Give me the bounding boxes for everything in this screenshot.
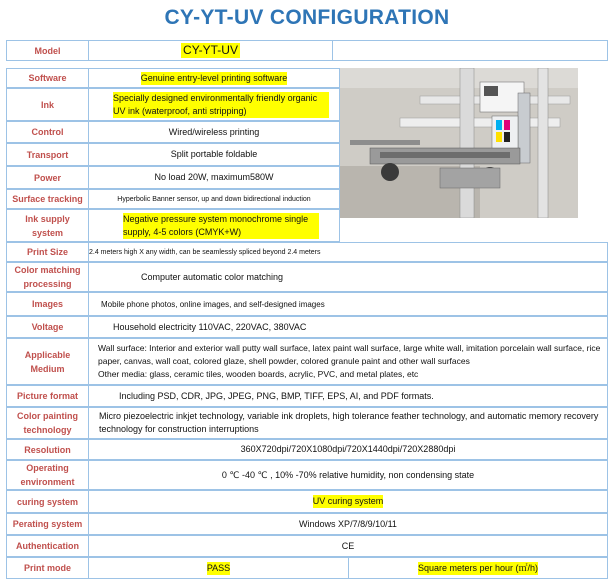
row-label: Resolution (7, 440, 89, 459)
row-value: Split portable foldable (170, 149, 258, 159)
spec-row-voltage (6, 316, 608, 338)
spec-row-print-mode (6, 557, 608, 579)
row-value: Household electricity 110VAC, 220VAC, 380VAC (113, 321, 307, 332)
row-label: Ink (7, 89, 89, 120)
row-value: Hyperbolic Banner sensor, up and down bidirectional induction (117, 195, 311, 203)
row-label: Power (7, 167, 89, 188)
row-label: Transport (7, 144, 89, 165)
spec-row-print-size (6, 242, 608, 262)
model-value: CY-YT-UV (183, 43, 238, 57)
spec-row-control (6, 121, 340, 143)
model-empty-cell (333, 41, 607, 60)
row-value: Wired/wireless printing (168, 126, 260, 137)
row-value: Genuine entry-level printing software (140, 72, 288, 83)
row-value: Computer automatic color matching (141, 271, 284, 282)
row-label: Model (7, 41, 89, 60)
spec-row-images (6, 292, 608, 316)
spec-row-surface-tracking (6, 189, 340, 209)
spec-row-software (6, 68, 340, 88)
row-label: Operating environment (7, 461, 89, 489)
row-value: CE (341, 540, 355, 551)
row-label: curing system (7, 491, 89, 512)
row-value-cell (89, 558, 349, 578)
row-value-cell (89, 339, 607, 384)
row-value-cell (89, 491, 607, 512)
row-label: Picture format (7, 386, 89, 406)
row-value: 360X720dpi/720X1080dpi/720X1440dpi/720X2880dpi (240, 444, 456, 454)
spec-row-color-painting (6, 407, 608, 439)
row-label: Perating system (7, 514, 89, 534)
row-value: Micro piezoelectric inkjet technology, variable ink droplets, high tolerance feather technology, and automatic memory recovery technology for construction interruptions (99, 411, 599, 434)
row-value: Negative pressure system monochrome single supply, 4-5 colors (CMYK+W) (123, 213, 319, 239)
spec-row-operating-environment (6, 460, 608, 490)
row-label: Control (7, 122, 89, 142)
row-value-cell (89, 69, 339, 87)
row-label: Surface tracking (7, 190, 89, 208)
page-title: CY-YT-UV CONFIGURATION (164, 6, 450, 29)
spec-row-ink-supply (6, 209, 340, 242)
row-value: Mobile phone photos, online images, and self-designed images (101, 299, 325, 309)
row-label: Color painting technology (7, 408, 89, 438)
row-value-cell (89, 210, 339, 241)
spec-row-authentication (6, 535, 608, 557)
row-value: Windows XP/7/8/9/10/11 (299, 518, 397, 529)
spec-row-ink (6, 88, 340, 121)
row-value: PASS (206, 562, 231, 573)
spec-row-power (6, 166, 340, 189)
row-value: Including PSD, CDR, JPG, JPEG, PNG, BMP, TIFF, EPS, AI, and PDF formats. (119, 390, 434, 401)
row-value: Wall surface: Interior and exterior wall putty wall surface, latex paint wall surface, large white wall, imitation porcelain wall surface, rice paper, canvas, wall coat, colored glaze, shell powder, colored granule paint and other wall surfaces (98, 343, 601, 366)
row-value: Specially designed environmentally friendly organic UV ink (waterproof, anti stripping) (113, 92, 329, 118)
spec-row-picture-format (6, 385, 608, 407)
row-value: 0 ℃ -40 ℃ , 10% -70% relative humidity, non condensing state (221, 469, 475, 480)
row-label: Print Size (7, 243, 89, 261)
row-label: Images (7, 293, 89, 315)
row-label: Authentication (7, 536, 89, 556)
row-value-cell-2 (349, 558, 607, 578)
printer-illustration (340, 68, 578, 218)
row-label: Color matching processing (7, 263, 89, 291)
spec-row-transport (6, 143, 340, 166)
product-photo (340, 68, 578, 218)
row-value-2: Other media: glass, ceramic tiles, wooden boards, acrylic, PVC, and metal plates, etc (98, 369, 419, 379)
row-label: Ink supply system (7, 210, 89, 241)
row-value: No load 20W, maximum580W (154, 172, 274, 182)
spec-row-color-matching (6, 262, 608, 292)
spec-row-curing-system (6, 490, 608, 513)
row-value-2: Square meters per hour (㎡/h) (417, 562, 539, 573)
row-value: UV curing system (312, 496, 384, 506)
spec-row-operating-system (6, 513, 608, 535)
row-label: Print mode (7, 558, 89, 578)
row-label: Software (7, 69, 89, 87)
row-value: 2.4 meters high X any width, can be seamlessly spliced beyond 2.4 meters (89, 248, 321, 256)
model-row (6, 40, 608, 61)
spec-row-applicable-medium (6, 338, 608, 385)
row-label: Applicable Medium (7, 339, 89, 384)
model-value-cell (89, 41, 333, 60)
spec-row-resolution (6, 439, 608, 460)
row-label: Voltage (7, 317, 89, 337)
row-value-cell (89, 89, 339, 120)
